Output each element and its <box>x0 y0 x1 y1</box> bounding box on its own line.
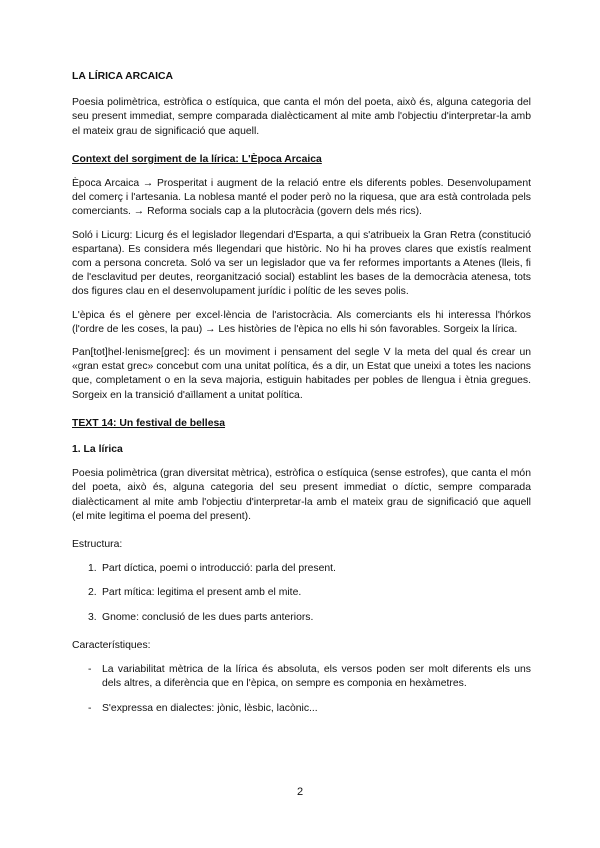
list-item <box>72 663 531 691</box>
intro-paragraph: Poesia polimètrica, estròfica o estíquica, que canta el món del poeta, això és, alguna categoria del seu present immediat, sempre comparada dialècticament al mite amb l'objectiu d'interpretar-la amb el mateix grau de significació que aquell. <box>72 97 531 137</box>
list-item <box>72 702 531 716</box>
paragraph-solo-licurg: Soló i Licurg: Licurg és el legislador llegendari d'Esparta, a qui s'atribueix la Gran Retra (constitució espartana). Es considera més llegendari que històric. No hi ha proves clares que existís realment com a persona concreta. Soló va ser un legislador que va fer reformes importants a Atenes (lleis, fi de l'esclavitud per deutes, reorganització social) establint les bases de la democràcia atenesa, tots dos figures clau en el desenvolupament jurídic i polític de les seves polis. <box>72 229 531 298</box>
list-item-text: Part díctica, poemi o introducció: parla del present. <box>102 563 336 575</box>
list-item <box>72 586 531 600</box>
paragraph-panhellenisme: Pan[tot]hel·lenisme[grec]: és un moviment i pensament del segle V la meta del qual és crear un «gran estat grec» concebut com una unitat política, és a dir, un Estat que uneixi a totes les nacions que, completament o en la seva majoria, estiguin habitades per pobles de llengua i ètnia gregues. Sorgeix en la transició d'aïllament a unitat política. <box>72 347 531 401</box>
dash-bullet: - <box>88 664 92 676</box>
text-heading: TEXT 14: Un festival de bellesa <box>72 417 226 429</box>
structure-list <box>72 562 531 625</box>
features-label: Característiques: <box>72 639 151 651</box>
list-item <box>72 562 531 576</box>
document-page <box>72 62 531 726</box>
section-heading-context: Context del sorgiment de la lírica: L'Època Arcaica <box>72 153 322 165</box>
list-item-text: S'expressa en dialectes: jònic, lèsbic, lacònic... <box>102 702 318 714</box>
list-number: 1. <box>88 563 97 575</box>
features-list <box>72 663 531 716</box>
document-title: LA LÍRICA ARCAICA <box>72 71 174 82</box>
list-item <box>72 611 531 625</box>
list-item-text: Gnome: conclusió de les dues parts anteriors. <box>102 611 314 623</box>
dash-bullet: - <box>88 702 92 714</box>
structure-label: Estructura: <box>72 539 123 551</box>
page-number: 2 <box>296 786 304 798</box>
list-item-text: Part mítica: legitima el present amb el mite. <box>102 587 302 599</box>
list-number: 3. <box>88 611 97 623</box>
list-item-text: La variabilitat mètrica de la lírica és absoluta, els versos poden ser molt diferents els uns dels altres, a diferència que en l'èpica, on sempre es componia en hexàmetres. <box>102 664 531 690</box>
subheading-lirica: 1. La lírica <box>72 444 123 456</box>
paragraph-lirica-definition: Poesia polimètrica (gran diversitat mètrica), estròfica o estíquica (sense estrofes), que canta el món del poeta, això és, alguna categoria del seu present immediat o díctic, sempre comparada dialècticament al mite amb l'objectiu d'interpretar-la amb el mateix grau de significació que aquell (el mite legitima el poema del present). <box>72 468 531 522</box>
list-number: 2. <box>88 587 97 599</box>
paragraph-epoca-arcaica: Època Arcaica → Prosperitat i augment de la relació entre els diferents pobles. Desenvolupament del comerç i l'artesania. La noblesa manté el poder però no la riquesa, que ara està controlada pels comerciants. → Reforma socials cap a la plutocràcia (govern dels més rics). <box>72 178 531 218</box>
paragraph-epica: L'èpica és el gènere per excel·lència de l'aristocràcia. Als comerciants els hi interessa l'hórkos (l'ordre de les coses, la pau) → Les històries de l'èpica no ells hi són favorables. Sorgeix la lírica. <box>72 309 531 335</box>
